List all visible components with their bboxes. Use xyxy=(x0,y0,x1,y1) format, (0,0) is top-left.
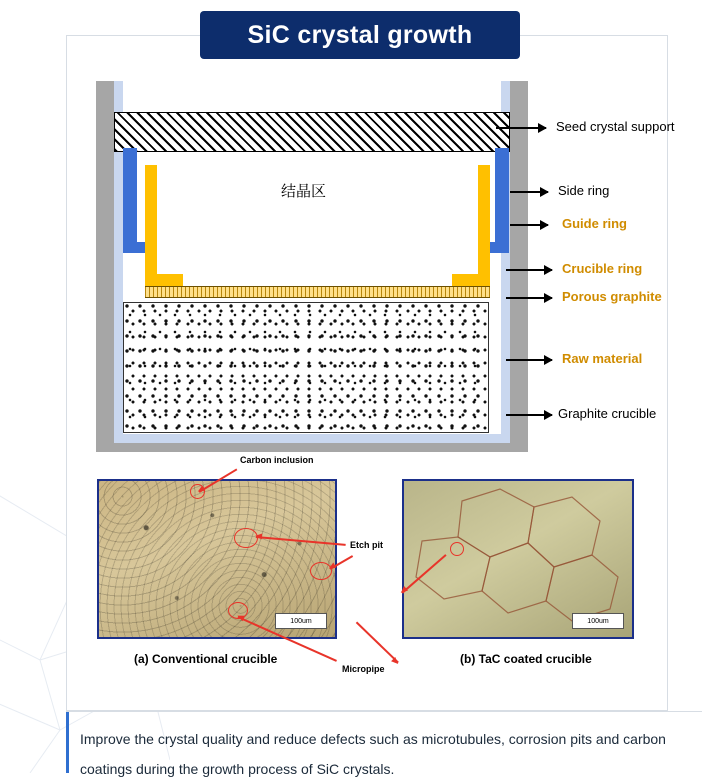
arrow-guide-ring xyxy=(510,224,548,226)
annotation-micropipe: Micropipe xyxy=(342,664,385,674)
callout-crucible-ring: Crucible ring xyxy=(562,261,643,276)
arrow-seed-crystal-support xyxy=(496,127,546,129)
micrograph-conventional-crucible xyxy=(97,479,337,639)
callout-raw-material: Raw material xyxy=(562,351,643,366)
footer-description: Improve the crystal quality and reduce defects such as microtubules, corrosion pits and carbon coatings during the growth process of SiC crystals. xyxy=(66,711,702,784)
side-ring-left xyxy=(145,165,157,285)
annotation-carbon-inclusion: Carbon inclusion xyxy=(240,455,314,465)
arrow-crucible-ring xyxy=(506,269,552,271)
page-title xyxy=(200,11,520,59)
furnace-post-right xyxy=(510,81,528,452)
callout-guide-ring: Guide ring xyxy=(562,216,627,231)
scale-bar-a: 100um xyxy=(275,613,327,629)
callout-side-ring: Side ring xyxy=(558,183,610,198)
crucible-ring-left xyxy=(145,274,183,286)
scale-bar-b: 100um xyxy=(572,613,624,629)
guide-ring-right xyxy=(495,148,509,253)
arrow-side-ring xyxy=(510,191,548,193)
page-title-text: SiC crystal growth xyxy=(247,20,473,49)
arrow-porous-graphite xyxy=(506,297,552,299)
caption-micrograph-a: (a) Conventional crucible xyxy=(134,652,278,666)
callout-graphite-crucible: Graphite crucible xyxy=(558,406,657,421)
arrow-graphite-crucible xyxy=(506,414,552,416)
raw-material-region xyxy=(123,302,489,433)
side-ring-right xyxy=(478,165,490,285)
callout-seed-crystal-support: Seed crystal support xyxy=(556,119,675,134)
crystallization-zone-label: 结晶区 xyxy=(281,183,327,200)
arrow-raw-material xyxy=(506,359,552,361)
seed-crystal-support xyxy=(114,112,510,152)
callout-porous-graphite: Porous graphite xyxy=(562,289,662,304)
micrograph-tac-coated-crucible xyxy=(402,479,634,639)
porous-graphite-layer xyxy=(145,286,490,298)
annotation-etch-pit: Etch pit xyxy=(350,540,383,550)
tac-defect-marker xyxy=(450,542,464,556)
guide-ring-left xyxy=(123,148,137,253)
furnace-post-left xyxy=(96,81,114,452)
crucible-ring-right xyxy=(452,274,490,286)
furnace-base xyxy=(96,443,528,452)
caption-micrograph-b: (b) TaC coated crucible xyxy=(460,652,592,666)
